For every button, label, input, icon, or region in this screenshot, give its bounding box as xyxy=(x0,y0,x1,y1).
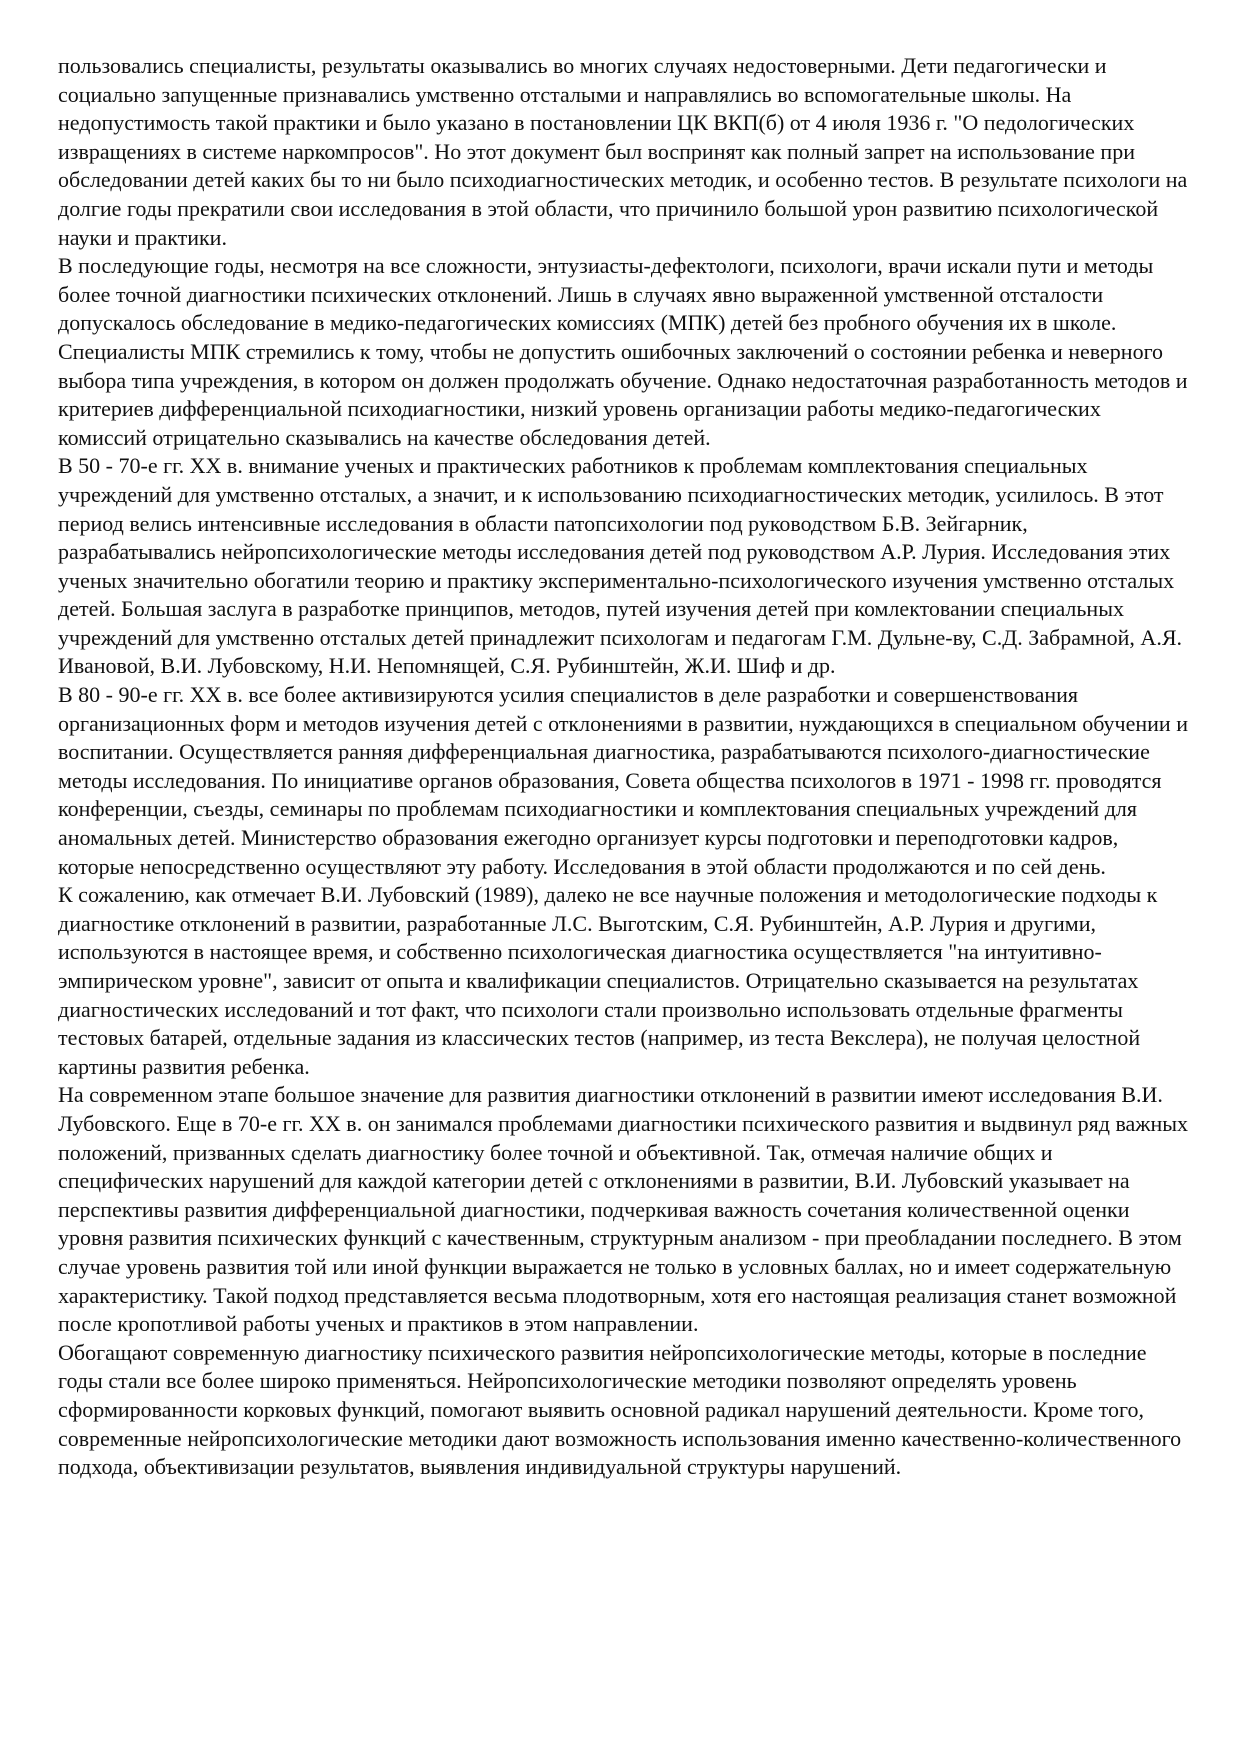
paragraph-6: На современном этапе большое значение для развития диагностики отклонений в развитии имеют исследования В.И. Лубовского. Еще в 70-е гг. XX в. он занимался проблемами диагностики психического развития и выдвинул ряд важных положений, призванных сделать диагностику более точной и объективной. Так, отмечая наличие общих и специфических нарушений для каждой категории детей с отклонениями в развитии, В.И. Лубовский указывает на перспективы развития дифференциальной диагностики, подчеркивая важность сочетания количественной оценки уровня развития психических функций с качественным, структурным анализом - при преобладании последнего. В этом случае уровень развития той или иной функции выражается не только в условных баллах, но и имеет содержательную характеристику. Такой подход представляется весьма плодотворным, хотя его настоящая реализация станет возможной после кропотливой работы ученых и практиков в этом направлении. xyxy=(58,1082,1189,1337)
document-page xyxy=(58,52,1190,1482)
paragraph-1: пользовались специалисты, результаты оказывались во многих случаях недостоверными. Дети педагогически и социально запущенные признавались умственно отсталыми и направлялись во вспомогательные школы. На недопустимость такой практики и было указано в постановлении ЦК ВКП(б) от 4 июля 1936 г. "О педологических извращениях в системе наркомпросов". Но этот документ был воспринят как полный запрет на использование при обследовании детей каких бы то ни было психодиагностических методик, и особенно тестов. В результате психологи на долгие годы прекратили свои исследования в этой области, что причинило большой урон развитию психологической науки и практики. xyxy=(58,53,1188,250)
paragraph-3: В 50 - 70-е гг. XX в. внимание ученых и практических работников к проблемам комплектования специальных учреждений для умственно отсталых, а значит, и к использованию психодиагностических методик, усилилось. В этот период велись интенсивные исследования в области патопсихологии под руководством Б.В. Зейгарник, разрабатывались нейропсихологические методы исследования детей под руководством А.Р. Лурия. Исследования этих ученых значительно обогатили теорию и практику экспериментально-психологического изучения умственно отсталых детей. Большая заслуга в разработке принципов, методов, путей изучения детей при комлектовании специальных учреждений для умственно отсталых детей принадлежит психологам и педагогам Г.М. Дульне-ву, С.Д. Забрамной, А.Я. Ивановой, В.И. Лубовскому, Н.И. Непомнящей, С.Я. Рубинштейн, Ж.И. Шиф и др. xyxy=(58,453,1182,679)
paragraph-5: К сожалению, как отмечает В.И. Лубовский (1989), далеко не все научные положения и методологические подходы к диагностике отклонений в развитии, разработанные Л.С. Выготским, С.Я. Рубинштейн, А.Р. Лурия и другими, используются в настоящее время, и собственно психологическая диагностика осуществляется "на интуитивно-эмпирическом уровне", зависит от опыта и квалификации специалистов. Отрицательно сказывается на результатах диагностических исследований и тот факт, что психологи стали произвольно использовать отдельные фрагменты тестовых батарей, отдельные задания из классических тестов (например, из теста Векслера), не получая целостной картины развития ребенка. xyxy=(58,882,1158,1079)
paragraph-4: В 80 - 90-е гг. XX в. все более активизируются усилия специалистов в деле разработки и совершенствования организационных форм и методов изучения детей с отклонениями в развитии, нуждающихся в специальном обучении и воспитании. Осуществляется ранняя дифференциальная диагностика, разрабатываются психолого-диагностические методы исследования. По инициативе органов образования, Совета общества психологов в 1971 - 1998 гг. проводятся конференции, съезды, семинары по проблемам психодиагностики и комплектования специальных учреждений для аномальных детей. Министерство образования ежегодно организует курсы подготовки и переподготовки кадров, которые непосредственно осуществляют эту работу. Исследования в этой области продолжаются и по сей день. xyxy=(58,682,1188,879)
paragraph-7: Обогащают современную диагностику психического развития нейропсихологические методы, которые в последние годы стали все более широко применяться. Нейропсихологические методики позволяют определять уровень сформированности корковых функций, помогают выявить основной радикал нарушений деятельности. Кроме того, современные нейропсихологические методики дают возможность использования именно качественно-количественного подхода, объективизации результатов, выявления индивидуальной структуры нарушений. xyxy=(58,1339,1182,1480)
paragraph-2: В последующие годы, несмотря на все сложности, энтузиасты-дефектологи, психологи, врачи искали пути и методы более точной диагностики психических отклонений. Лишь в случаях явно выраженной умственной отсталости допускалось обследование в медико-педагогических комиссиях (МПК) детей без пробного обучения их в школе. Специалисты МПК стремились к тому, чтобы не допустить ошибочных заключений о состоянии ребенка и неверного выбора типа учреждения, в котором он должен продолжать обучение. Однако недостаточная разработанность методов и критериев дифференциальной психодиагностики, низкий уровень организации работы медико-педагогических комиссий отрицательно сказывались на качестве обследования детей. xyxy=(58,253,1188,450)
